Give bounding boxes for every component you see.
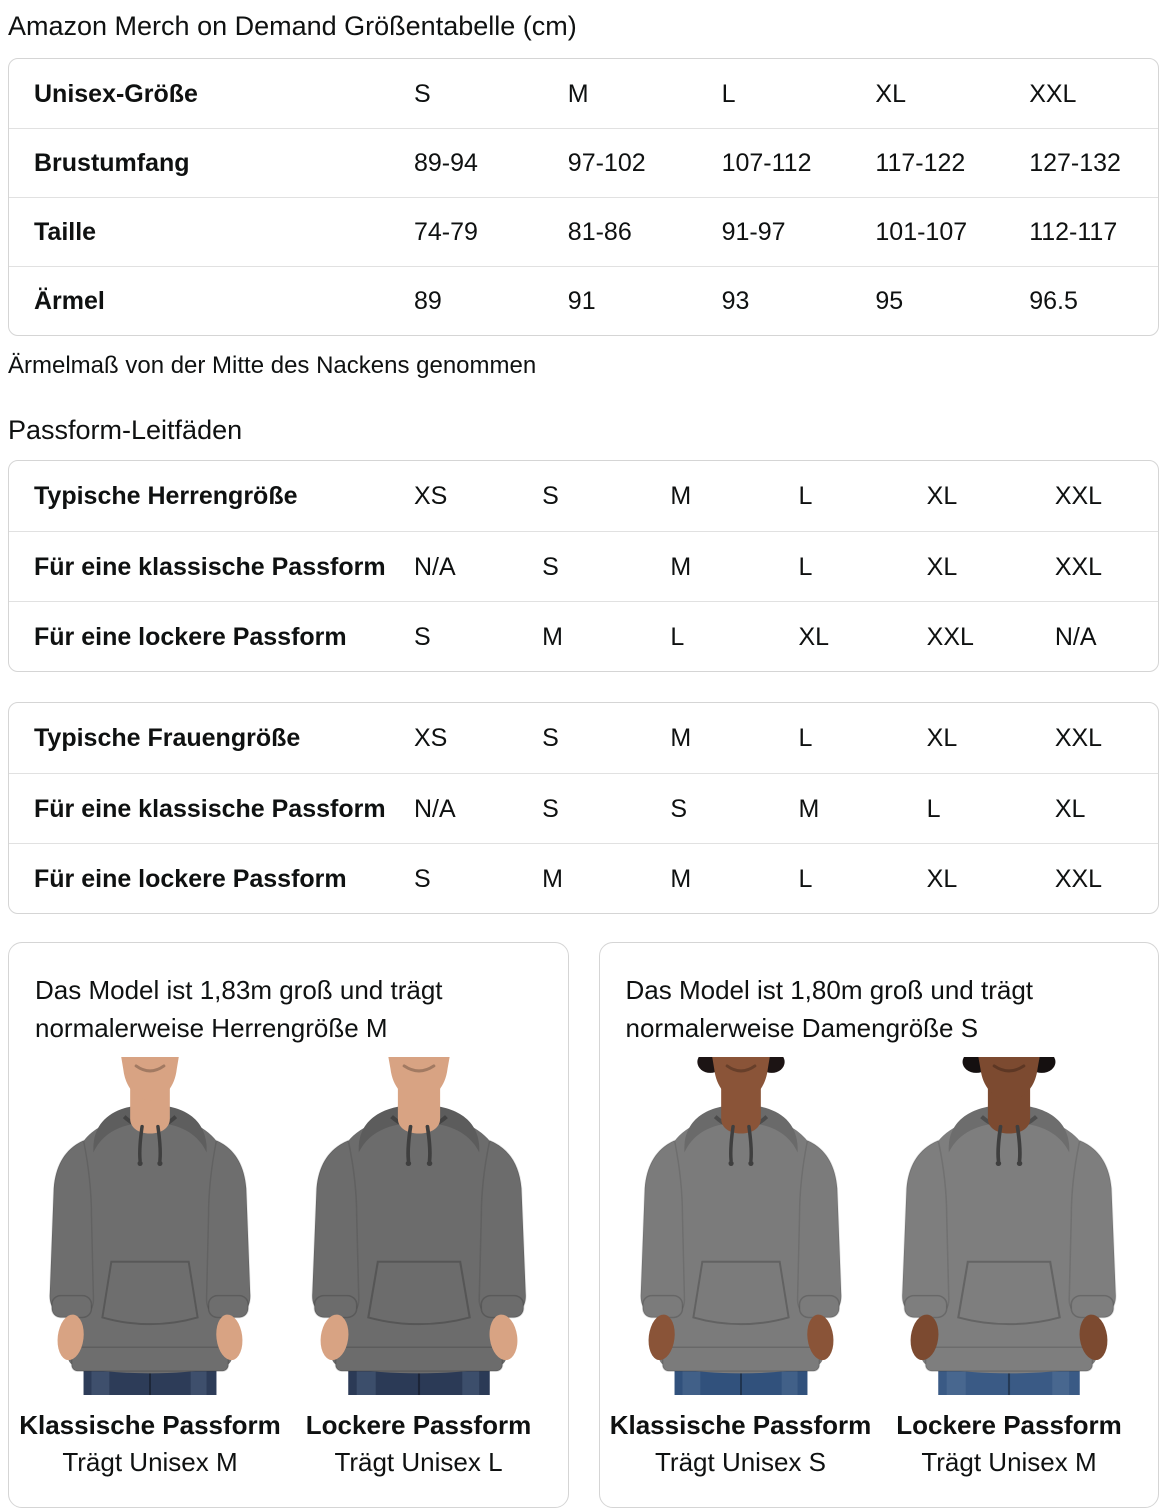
model-figure-classic — [609, 1057, 872, 1481]
size-cell: 97-102 — [567, 149, 646, 177]
table-row — [9, 601, 1158, 671]
size-guide-page — [8, 10, 1159, 1508]
size-cell: M — [542, 864, 563, 893]
figures-row — [19, 1057, 552, 1481]
model-description: Das Model ist 1,80m groß und trägt normalerweise Damengröße S — [625, 975, 1034, 1043]
size-cell: M — [670, 724, 692, 752]
size-cell: XXL — [1029, 79, 1077, 108]
size-cell: S — [542, 552, 559, 581]
size-cell: S — [414, 864, 431, 893]
men-fit-table — [8, 460, 1159, 672]
size-cell: N/A — [414, 552, 456, 581]
size-cell: 74-79 — [414, 218, 478, 246]
size-cell: M — [670, 552, 692, 581]
size-cell: 96.5 — [1029, 287, 1078, 315]
size-cell: XL — [926, 482, 958, 510]
fit-label: Lockere Passform — [896, 1410, 1122, 1440]
table-row — [9, 843, 1158, 913]
row-label: Typische Frauengröße — [34, 724, 301, 752]
sleeve-measure-note: Ärmelmaß von der Mitte des Nackens genommen — [8, 352, 537, 379]
row-label: Für eine lockere Passform — [34, 622, 347, 651]
size-cell: L — [798, 552, 813, 581]
size-cell: M — [567, 79, 589, 108]
size-cell: XXL — [1054, 724, 1103, 752]
size-cell: 89 — [414, 287, 442, 315]
size-cell: 117-122 — [875, 149, 966, 177]
size-cell: 93 — [721, 287, 750, 315]
size-cell: XL — [926, 724, 958, 752]
table-row — [9, 461, 1158, 531]
model-figure-loose — [876, 1057, 1142, 1481]
women-model-card — [599, 942, 1160, 1508]
fit-label: Klassische Passform — [609, 1410, 872, 1440]
size-cell: S — [414, 79, 431, 108]
size-cell: 81-86 — [567, 218, 632, 246]
table-row — [9, 128, 1158, 197]
size-cell: XS — [414, 482, 448, 510]
hoodie-model-front-icon — [26, 1057, 274, 1395]
size-cell: L — [798, 864, 813, 893]
size-cell: M — [670, 482, 692, 510]
row-label: Für eine klassische Passform — [34, 552, 386, 581]
size-label: Trägt Unisex M — [921, 1447, 1097, 1477]
size-cell: L — [721, 79, 736, 108]
figures-row — [609, 1057, 1143, 1481]
size-cell: 107-112 — [721, 149, 812, 177]
table-row — [9, 266, 1158, 335]
row-label: Für eine lockere Passform — [34, 864, 347, 893]
row-label: Für eine klassische Passform — [34, 794, 386, 823]
size-cell: XXL — [1054, 552, 1103, 581]
size-cell: XL — [875, 79, 906, 108]
men-model-card — [8, 942, 569, 1508]
figure-caption — [896, 1407, 1121, 1481]
row-label: Ärmel — [34, 287, 105, 315]
size-cell: S — [542, 482, 559, 510]
size-label: Trägt Unisex L — [334, 1447, 503, 1477]
size-cell: L — [798, 724, 813, 752]
size-cell: XXL — [1054, 864, 1103, 893]
size-cell: S — [542, 724, 559, 752]
size-cell: XL — [798, 622, 830, 651]
model-figure-loose — [286, 1057, 552, 1481]
page-title: Amazon Merch on Demand Größentabelle (cm) — [8, 11, 577, 41]
size-cell: S — [542, 794, 559, 823]
size-label: Trägt Unisex S — [655, 1447, 826, 1477]
size-cell: L — [926, 794, 941, 823]
size-cell: XXL — [1054, 482, 1103, 510]
size-cell: 112-117 — [1029, 218, 1118, 246]
figure-caption — [610, 1407, 872, 1481]
size-label: Trägt Unisex M — [62, 1447, 238, 1477]
size-cell: XL — [926, 864, 958, 893]
figure-caption — [306, 1407, 531, 1481]
size-cell: XL — [1054, 794, 1086, 823]
size-cell: N/A — [1054, 622, 1097, 651]
fit-label: Klassische Passform — [19, 1410, 281, 1440]
hoodie-model-front-icon — [617, 1057, 865, 1395]
row-label: Unisex-Größe — [34, 79, 198, 108]
size-cell: S — [414, 622, 431, 651]
row-label: Brustumfang — [34, 149, 190, 177]
size-cell: 89-94 — [414, 149, 478, 177]
size-cell: XXL — [926, 622, 974, 651]
model-figure-classic — [19, 1057, 281, 1481]
size-cell: XL — [926, 552, 958, 581]
fit-guides-heading: Passform-Leitfäden — [8, 415, 243, 445]
table-row — [9, 703, 1158, 773]
table-row — [9, 531, 1158, 601]
size-cell: N/A — [414, 794, 456, 823]
size-cell: M — [542, 622, 563, 651]
table-row — [9, 59, 1158, 128]
hoodie-model-front-icon — [287, 1057, 551, 1395]
size-cell: M — [670, 864, 692, 893]
size-cell: L — [670, 622, 685, 651]
size-cell: 91-97 — [721, 218, 786, 246]
table-row — [9, 197, 1158, 266]
size-cell: S — [670, 794, 688, 823]
model-description: Das Model ist 1,83m groß und trägt normalerweise Herrengröße M — [35, 975, 443, 1043]
figure-caption — [19, 1407, 281, 1481]
size-cell: 127-132 — [1029, 149, 1121, 177]
size-cell: 91 — [567, 287, 596, 315]
row-label: Typische Herrengröße — [34, 482, 298, 510]
row-label: Taille — [34, 218, 97, 246]
hoodie-model-front-icon — [877, 1057, 1141, 1395]
table-row — [9, 773, 1158, 843]
model-cards — [8, 942, 1159, 1508]
fit-label: Lockere Passform — [305, 1410, 532, 1440]
size-cell: 101-107 — [875, 218, 968, 246]
size-cell: L — [798, 482, 813, 510]
size-cell: XS — [414, 724, 448, 752]
women-fit-table — [8, 702, 1159, 914]
unisex-size-table — [8, 58, 1159, 336]
size-cell: 95 — [875, 287, 904, 315]
size-cell: M — [798, 794, 820, 823]
